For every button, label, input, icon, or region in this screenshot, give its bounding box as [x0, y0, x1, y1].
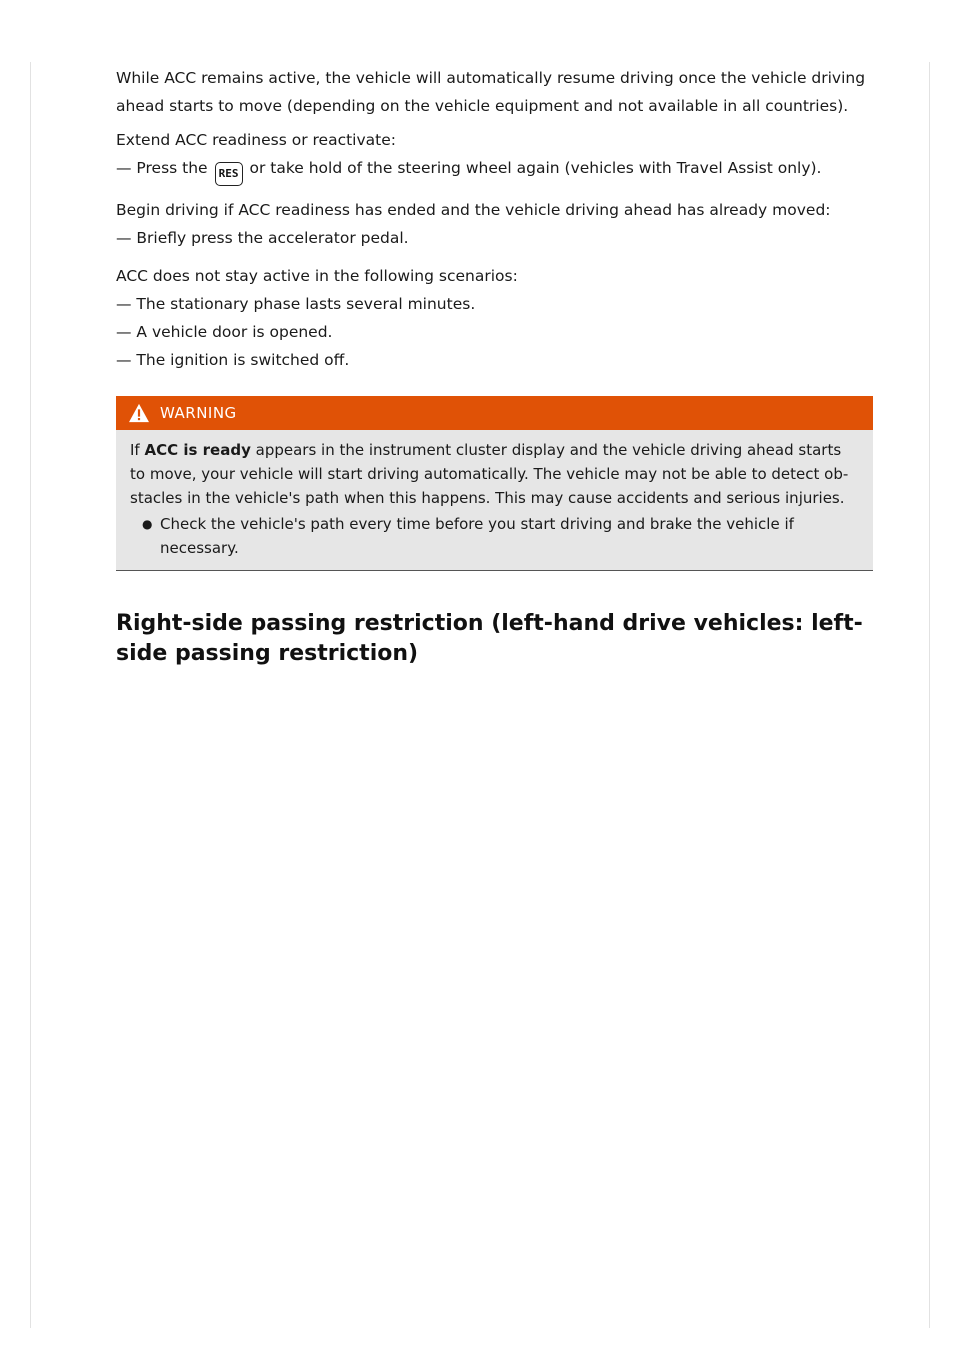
- page-margin-line-right: [929, 62, 930, 1328]
- step-press-res: [116, 154, 876, 186]
- paragraph-begin-driving: Begin driving if ACC readiness has ended and the vehicle driving ahead has already moved:: [116, 201, 831, 219]
- warning-triangle-icon: [128, 403, 150, 423]
- paragraph-acc-resume: While ACC remains active, the vehicle will automatically resume driving once the vehicle driving ahead starts to move (depending on the vehicle equipment and not available in all countries).: [116, 69, 866, 115]
- warning-box: [116, 396, 873, 571]
- bullet-dot-icon: ●: [142, 517, 153, 531]
- warning-text: [130, 438, 859, 510]
- warning-header: [116, 396, 873, 430]
- paragraph-not-active: ACC does not stay active in the following scenarios:: [116, 267, 518, 285]
- warning-text-rest: appears in the instrument cluster display and the vehicle driving ahead starts to move, your vehicle will start driving automatically. The vehicle may not be able to detect obstacles in the vehicle's path when this happens. This may cause accidents and serious injuries.: [130, 441, 849, 507]
- warning-body: [116, 430, 873, 571]
- warning-title: WARNING: [160, 404, 237, 422]
- scenario-item: — The ignition is switched off.: [116, 351, 350, 369]
- paragraph-extend-readiness: Extend ACC readiness or reactivate:: [116, 131, 396, 149]
- warning-text-bold: ACC is ready: [144, 441, 251, 459]
- page-margin-line-left: [30, 62, 31, 1328]
- step-press-accelerator: — Briefly press the accelerator pedal.: [116, 229, 409, 247]
- res-button-icon: RES: [215, 162, 243, 186]
- warning-bullet-text: Check the vehicle's path every time before you start driving and brake the vehicle if necessary.: [160, 515, 794, 557]
- page-content: [116, 64, 876, 669]
- scenario-item: — The stationary phase lasts several minutes.: [116, 295, 476, 313]
- warning-bullet: [130, 512, 859, 560]
- section-heading: Right-side passing restriction (left-hand drive vehicles: left-side passing restriction): [116, 611, 863, 666]
- warning-text-prefix: If: [130, 441, 140, 459]
- step-text-suffix: or take hold of the steering wheel again (vehicles with Travel Assist only).: [249, 159, 822, 177]
- step-text-prefix: — Press the: [116, 159, 208, 177]
- scenario-item: — A vehicle door is opened.: [116, 323, 333, 341]
